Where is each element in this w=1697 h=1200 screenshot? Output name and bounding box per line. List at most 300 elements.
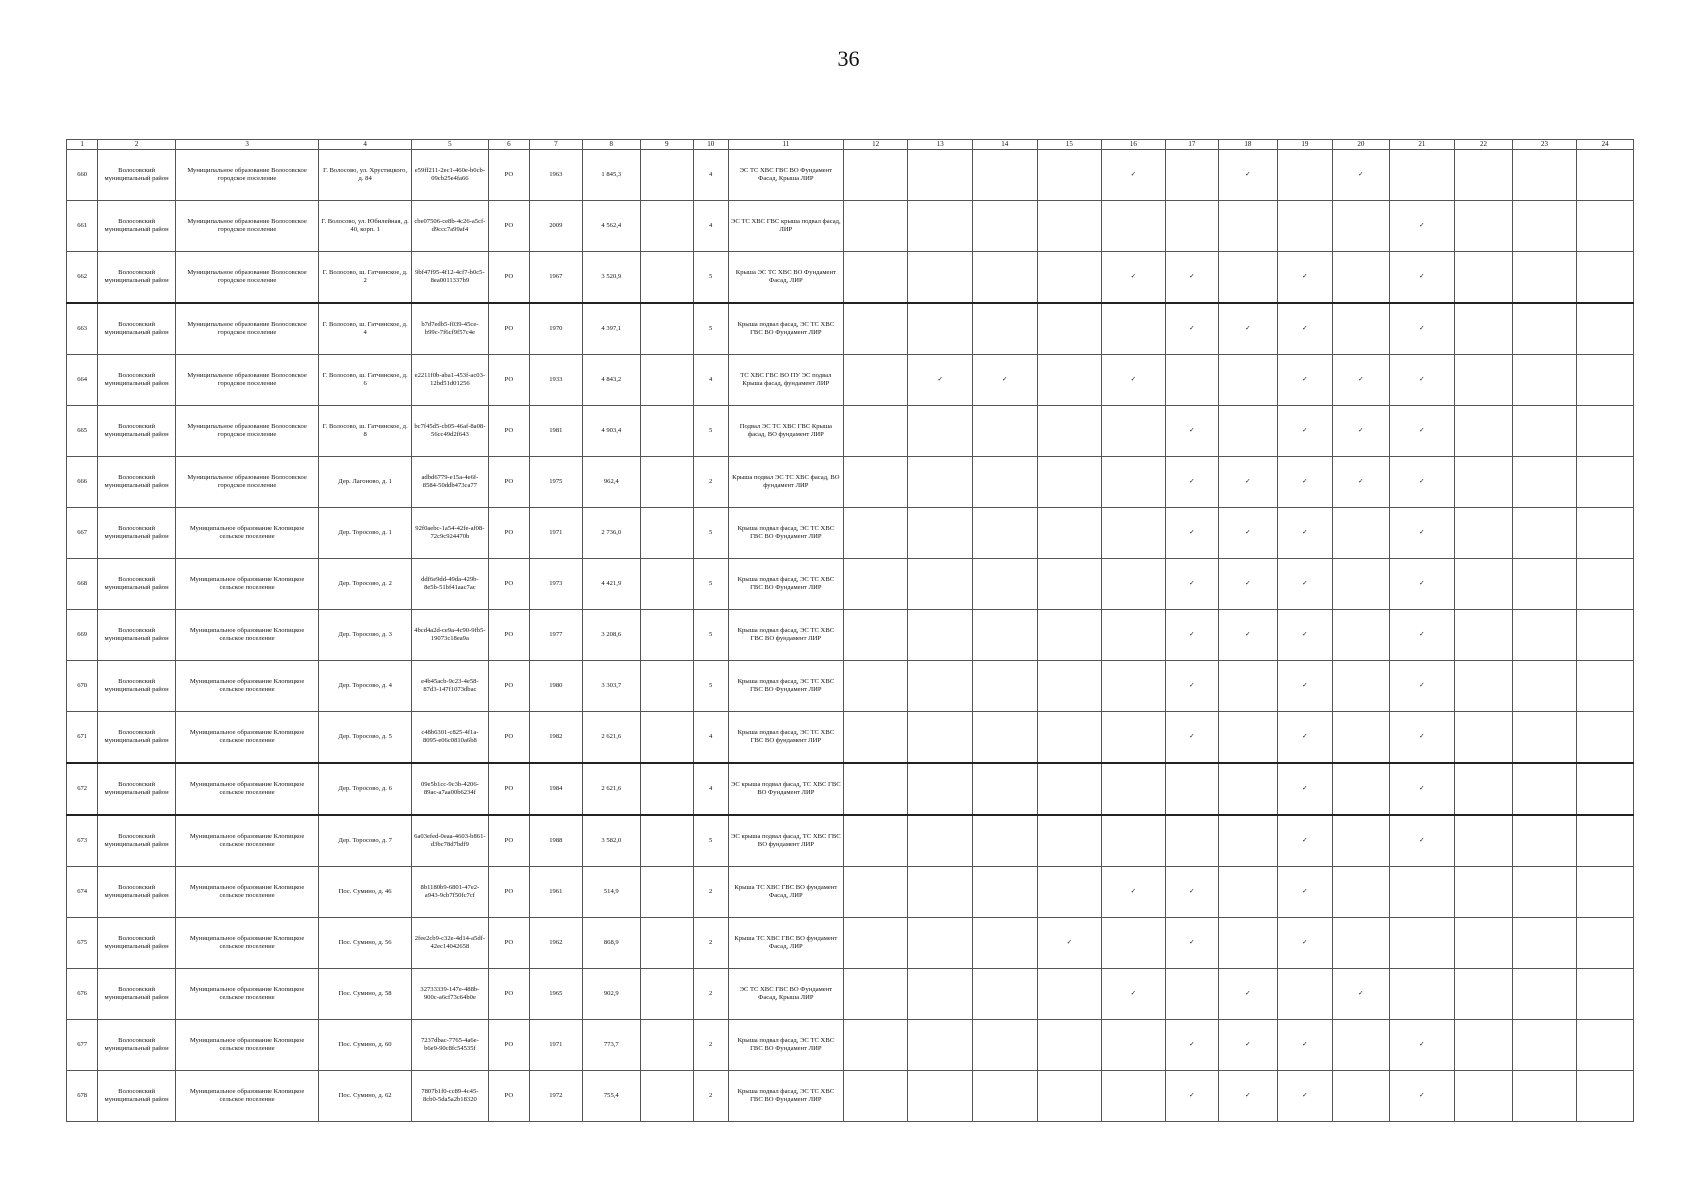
year-cell: 1973 <box>530 559 582 610</box>
district-cell: Волосовский муниципальный район <box>98 406 176 457</box>
empty-cell <box>1455 1020 1513 1071</box>
column-number-7: 7 <box>530 140 582 150</box>
check-mark-icon: ✓ <box>1165 1071 1218 1122</box>
floors-cell: 2 <box>693 969 728 1020</box>
column-number-14: 14 <box>972 140 1037 150</box>
empty-cell <box>1577 867 1634 918</box>
year-cell: 1988 <box>530 815 582 867</box>
district-cell: Волосовский муниципальный район <box>98 457 176 508</box>
check-mark-icon: ✓ <box>1165 508 1218 559</box>
year-cell: 1963 <box>530 150 582 201</box>
empty-cell <box>1333 252 1390 304</box>
works-cell: Подвал ЭС ТС ХВС ГВС Крыша фасад, ВО фундамент ЛИР <box>728 406 843 457</box>
empty-cell <box>972 406 1037 457</box>
address-cell: Пос. Сумино, д. 56 <box>319 918 412 969</box>
empty-cell <box>1577 712 1634 764</box>
col9-cell <box>641 201 693 252</box>
table-row <box>67 559 1634 610</box>
table-row <box>67 252 1634 304</box>
empty-cell <box>1455 867 1513 918</box>
empty-cell <box>908 763 973 815</box>
column-number-16: 16 <box>1102 140 1166 150</box>
area-cell: 514,9 <box>582 867 641 918</box>
area-cell: 3 303,7 <box>582 661 641 712</box>
empty-cell <box>1102 712 1166 764</box>
empty-cell <box>1333 303 1390 355</box>
check-mark-icon: ✓ <box>1389 661 1455 712</box>
empty-cell <box>1102 815 1166 867</box>
check-mark-icon: ✓ <box>1165 610 1218 661</box>
empty-cell <box>1577 201 1634 252</box>
area-cell: 2 736,0 <box>582 508 641 559</box>
address-cell: Г. Волосово, ул. Хрустицкого, д. 84 <box>319 150 412 201</box>
check-mark-icon: ✓ <box>1389 201 1455 252</box>
check-mark-icon: ✓ <box>1389 252 1455 304</box>
empty-cell <box>908 457 973 508</box>
table-row <box>67 712 1634 764</box>
empty-cell <box>1037 559 1102 610</box>
area-cell: 3 208,6 <box>582 610 641 661</box>
works-cell: Крыша подвал фасад, ЭС ТС ХВС ГВС ВО Фундамент ЛИР <box>728 661 843 712</box>
empty-cell <box>843 457 908 508</box>
empty-cell <box>1577 1071 1634 1122</box>
empty-cell <box>972 712 1037 764</box>
empty-cell <box>1512 763 1577 815</box>
empty-cell <box>1037 355 1102 406</box>
municipality-cell: Муниципальное образование Клопицкое сельское поселение <box>175 712 318 764</box>
check-mark-icon: ✓ <box>1389 559 1455 610</box>
check-mark-icon: ✓ <box>1277 457 1332 508</box>
row-number: 670 <box>67 661 98 712</box>
empty-cell <box>972 661 1037 712</box>
empty-cell <box>1577 252 1634 304</box>
works-cell: Крыша подвал фасад, ЭС ТС ХВС ГВС ВО фундамент ЛИР <box>728 712 843 764</box>
district-cell: Волосовский муниципальный район <box>98 150 176 201</box>
table-row <box>67 815 1634 867</box>
floors-cell: 5 <box>693 815 728 867</box>
works-cell: ЭС крыша подвал фасад, ТС ХВС ГВС ВО фундамент ЛИР <box>728 815 843 867</box>
address-cell: Г. Волосово, ш. Гатчинское, д. 2 <box>319 252 412 304</box>
works-cell: ЭС крыша подвал фасад, ТС ХВС ГВС ВО Фундамент ЛИР <box>728 763 843 815</box>
empty-cell <box>1102 508 1166 559</box>
empty-cell <box>1102 918 1166 969</box>
address-cell: Пос. Сумино, д. 60 <box>319 1020 412 1071</box>
empty-cell <box>1333 867 1390 918</box>
empty-cell <box>843 815 908 867</box>
empty-cell <box>843 867 908 918</box>
col9-cell <box>641 661 693 712</box>
guid-cell: 7807b1f0-cc89-4c45-8cb0-5da5a2b18320 <box>412 1071 489 1122</box>
empty-cell <box>1165 150 1218 201</box>
empty-cell <box>1037 661 1102 712</box>
column-number-15: 15 <box>1037 140 1102 150</box>
empty-cell <box>1102 457 1166 508</box>
district-cell: Волосовский муниципальный район <box>98 252 176 304</box>
empty-cell <box>1455 763 1513 815</box>
district-cell: Волосовский муниципальный район <box>98 355 176 406</box>
empty-cell <box>1219 406 1278 457</box>
empty-cell <box>1037 201 1102 252</box>
check-mark-icon: ✓ <box>1219 150 1278 201</box>
floors-cell: 4 <box>693 355 728 406</box>
table-row <box>67 661 1634 712</box>
column-number-9: 9 <box>641 140 693 150</box>
empty-cell <box>1277 969 1332 1020</box>
fund-form-cell: РО <box>488 303 529 355</box>
table-row <box>67 969 1634 1020</box>
row-number: 662 <box>67 252 98 304</box>
empty-cell <box>1037 969 1102 1020</box>
column-number-6: 6 <box>488 140 529 150</box>
empty-cell <box>972 763 1037 815</box>
works-cell: Крыша подвал фасад, ЭС ТС ХВС ГВС ВО Фундамент ЛИР <box>728 1071 843 1122</box>
check-mark-icon: ✓ <box>1389 355 1455 406</box>
column-number-2: 2 <box>98 140 176 150</box>
year-cell: 1970 <box>530 303 582 355</box>
check-mark-icon: ✓ <box>1389 303 1455 355</box>
municipality-cell: Муниципальное образование Клопицкое сельское поселение <box>175 763 318 815</box>
empty-cell <box>1219 355 1278 406</box>
empty-cell <box>908 559 973 610</box>
guid-cell: bc7f45d5-cb05-46af-8a08-56cc49d2f643 <box>412 406 489 457</box>
empty-cell <box>1102 559 1166 610</box>
table-row <box>67 867 1634 918</box>
table-row <box>67 918 1634 969</box>
empty-cell <box>972 1071 1037 1122</box>
empty-cell <box>843 1071 908 1122</box>
empty-cell <box>1455 457 1513 508</box>
works-cell: Крыша ЭС ТС ХВС ВО Фундамент Фасад, ЛИР <box>728 252 843 304</box>
works-cell: ЭС ТС ХВС ГВС крыша подвал фасад, ЛИР <box>728 201 843 252</box>
area-cell: 962,4 <box>582 457 641 508</box>
empty-cell <box>1455 201 1513 252</box>
empty-cell <box>1037 406 1102 457</box>
municipality-cell: Муниципальное образование Клопицкое сельское поселение <box>175 1071 318 1122</box>
empty-cell <box>1037 252 1102 304</box>
check-mark-icon: ✓ <box>1277 712 1332 764</box>
fund-form-cell: РО <box>488 201 529 252</box>
check-mark-icon: ✓ <box>1333 969 1390 1020</box>
empty-cell <box>1512 1071 1577 1122</box>
column-number-21: 21 <box>1389 140 1455 150</box>
col9-cell <box>641 969 693 1020</box>
empty-cell <box>1037 508 1102 559</box>
empty-cell <box>972 150 1037 201</box>
check-mark-icon: ✓ <box>1277 508 1332 559</box>
table-row <box>67 1071 1634 1122</box>
empty-cell <box>843 969 908 1020</box>
table-row <box>67 763 1634 815</box>
empty-cell <box>1455 918 1513 969</box>
empty-cell <box>1333 610 1390 661</box>
check-mark-icon: ✓ <box>1277 406 1332 457</box>
address-cell: Г. Волосово, ш. Гатчинское, д. 6 <box>319 355 412 406</box>
column-number-8: 8 <box>582 140 641 150</box>
row-number: 674 <box>67 867 98 918</box>
empty-cell <box>1219 867 1278 918</box>
table-row <box>67 508 1634 559</box>
col9-cell <box>641 508 693 559</box>
works-cell: ЭС ТС ХВС ГВС ВО Фундамент Фасад, Крыша ЛИР <box>728 150 843 201</box>
row-number: 672 <box>67 763 98 815</box>
empty-cell <box>1512 252 1577 304</box>
check-mark-icon: ✓ <box>1165 559 1218 610</box>
municipality-cell: Муниципальное образование Клопицкое сельское поселение <box>175 918 318 969</box>
empty-cell <box>1577 457 1634 508</box>
check-mark-icon: ✓ <box>1277 815 1332 867</box>
address-cell: Дер. Торосово, д. 4 <box>319 661 412 712</box>
empty-cell <box>1512 303 1577 355</box>
row-number: 671 <box>67 712 98 764</box>
check-mark-icon: ✓ <box>1389 610 1455 661</box>
empty-cell <box>1037 610 1102 661</box>
empty-cell <box>1512 508 1577 559</box>
floors-cell: 5 <box>693 406 728 457</box>
empty-cell <box>1577 150 1634 201</box>
col9-cell <box>641 457 693 508</box>
empty-cell <box>1333 712 1390 764</box>
col9-cell <box>641 867 693 918</box>
empty-cell <box>1037 150 1102 201</box>
check-mark-icon: ✓ <box>1389 1020 1455 1071</box>
empty-cell <box>1037 867 1102 918</box>
column-number-10: 10 <box>693 140 728 150</box>
address-cell: Г. Волосово, ш. Гатчинское, д. 4 <box>319 303 412 355</box>
column-number-18: 18 <box>1219 140 1278 150</box>
fund-form-cell: РО <box>488 763 529 815</box>
empty-cell <box>908 150 973 201</box>
empty-cell <box>908 867 973 918</box>
guid-cell: c48b6301-c825-4f1a-8095-e06c0810a6b8 <box>412 712 489 764</box>
row-number: 669 <box>67 610 98 661</box>
guid-cell: 7237dbac-7765-4a6e-b6e9-90c8fc54535f <box>412 1020 489 1071</box>
district-cell: Волосовский муниципальный район <box>98 969 176 1020</box>
empty-cell <box>1577 406 1634 457</box>
empty-cell <box>1455 303 1513 355</box>
municipality-cell: Муниципальное образование Волосовское городское поселение <box>175 252 318 304</box>
empty-cell <box>843 763 908 815</box>
table-row <box>67 1020 1634 1071</box>
empty-cell <box>1577 969 1634 1020</box>
works-cell: Крыша подвал фасад, ЭС ТС ХВС ГВС ВО Фундамент ЛИР <box>728 1020 843 1071</box>
fund-form-cell: РО <box>488 610 529 661</box>
empty-cell <box>972 559 1037 610</box>
col9-cell <box>641 712 693 764</box>
floors-cell: 4 <box>693 150 728 201</box>
check-mark-icon: ✓ <box>1219 1020 1278 1071</box>
empty-cell <box>1455 150 1513 201</box>
table-row <box>67 150 1634 201</box>
fund-form-cell: РО <box>488 508 529 559</box>
guid-cell: e4b45acb-9c23-4e58-87d3-147f1073dbac <box>412 661 489 712</box>
row-number: 664 <box>67 355 98 406</box>
table-row <box>67 610 1634 661</box>
empty-cell <box>1219 815 1278 867</box>
empty-cell <box>1037 763 1102 815</box>
empty-cell <box>1165 201 1218 252</box>
empty-cell <box>1165 763 1218 815</box>
check-mark-icon: ✓ <box>1277 763 1332 815</box>
district-cell: Волосовский муниципальный район <box>98 1071 176 1122</box>
fund-form-cell: РО <box>488 252 529 304</box>
fund-form-cell: РО <box>488 712 529 764</box>
empty-cell <box>843 201 908 252</box>
municipality-cell: Муниципальное образование Волосовское городское поселение <box>175 303 318 355</box>
year-cell: 1967 <box>530 252 582 304</box>
empty-cell <box>908 252 973 304</box>
empty-cell <box>908 610 973 661</box>
year-cell: 1971 <box>530 508 582 559</box>
empty-cell <box>1165 969 1218 1020</box>
fund-form-cell: РО <box>488 1071 529 1122</box>
address-cell: Пос. Сумино, д. 62 <box>319 1071 412 1122</box>
empty-cell <box>1333 559 1390 610</box>
empty-cell <box>1512 1020 1577 1071</box>
fund-form-cell: РО <box>488 661 529 712</box>
empty-cell <box>908 201 973 252</box>
row-number: 675 <box>67 918 98 969</box>
address-cell: Дер. Торосово, д. 1 <box>319 508 412 559</box>
address-cell: Дер. Торосово, д. 7 <box>319 815 412 867</box>
empty-cell <box>1577 303 1634 355</box>
empty-cell <box>1165 815 1218 867</box>
district-cell: Волосовский муниципальный район <box>98 918 176 969</box>
works-cell: Крыша ТС ХВС ГВС ВО фундамент Фасад, ЛИР <box>728 918 843 969</box>
empty-cell <box>1102 406 1166 457</box>
check-mark-icon: ✓ <box>1389 508 1455 559</box>
col9-cell <box>641 918 693 969</box>
fund-form-cell: РО <box>488 355 529 406</box>
area-cell: 3 520,9 <box>582 252 641 304</box>
empty-cell <box>908 406 973 457</box>
check-mark-icon: ✓ <box>1165 661 1218 712</box>
empty-cell <box>1577 1020 1634 1071</box>
empty-cell <box>1577 355 1634 406</box>
check-mark-icon: ✓ <box>1102 252 1166 304</box>
municipality-cell: Муниципальное образование Волосовское городское поселение <box>175 355 318 406</box>
guid-cell: 4bcd4a2d-ce9a-4c90-9fb5-19073c18ea9a <box>412 610 489 661</box>
column-number-19: 19 <box>1277 140 1332 150</box>
column-number-row <box>67 140 1634 150</box>
empty-cell <box>1577 508 1634 559</box>
empty-cell <box>1577 763 1634 815</box>
col9-cell <box>641 252 693 304</box>
area-cell: 3 582,0 <box>582 815 641 867</box>
floors-cell: 2 <box>693 918 728 969</box>
municipality-cell: Муниципальное образование Волосовское городское поселение <box>175 150 318 201</box>
fund-form-cell: РО <box>488 1020 529 1071</box>
district-cell: Волосовский муниципальный район <box>98 559 176 610</box>
empty-cell <box>1577 559 1634 610</box>
check-mark-icon: ✓ <box>1277 867 1332 918</box>
municipality-cell: Муниципальное образование Волосовское городское поселение <box>175 201 318 252</box>
table-row <box>67 201 1634 252</box>
check-mark-icon: ✓ <box>1333 457 1390 508</box>
empty-cell <box>1512 815 1577 867</box>
empty-cell <box>1512 712 1577 764</box>
empty-cell <box>972 508 1037 559</box>
empty-cell <box>1102 1071 1166 1122</box>
district-cell: Волосовский муниципальный район <box>98 610 176 661</box>
fund-form-cell: РО <box>488 969 529 1020</box>
empty-cell <box>1455 661 1513 712</box>
row-number: 668 <box>67 559 98 610</box>
empty-cell <box>1455 355 1513 406</box>
empty-cell <box>1333 1020 1390 1071</box>
floors-cell: 4 <box>693 763 728 815</box>
check-mark-icon: ✓ <box>1102 867 1166 918</box>
col9-cell <box>641 303 693 355</box>
municipality-cell: Муниципальное образование Клопицкое сельское поселение <box>175 559 318 610</box>
check-mark-icon: ✓ <box>908 355 973 406</box>
empty-cell <box>1455 1071 1513 1122</box>
table-body <box>67 150 1634 1122</box>
works-cell: Крыша подвал фасад, ЭС ТС ХВС ГВС ВО Фундамент ЛИР <box>728 303 843 355</box>
empty-cell <box>1165 355 1218 406</box>
municipality-cell: Муниципальное образование Волосовское городское поселение <box>175 457 318 508</box>
row-number: 665 <box>67 406 98 457</box>
check-mark-icon: ✓ <box>1389 712 1455 764</box>
district-cell: Волосовский муниципальный район <box>98 508 176 559</box>
floors-cell: 5 <box>693 661 728 712</box>
floors-cell: 5 <box>693 252 728 304</box>
empty-cell <box>1333 918 1390 969</box>
empty-cell <box>908 661 973 712</box>
address-cell: Дер. Торосово, д. 6 <box>319 763 412 815</box>
empty-cell <box>1512 150 1577 201</box>
table-row <box>67 303 1634 355</box>
column-number-20: 20 <box>1333 140 1390 150</box>
year-cell: 1971 <box>530 1020 582 1071</box>
district-cell: Волосовский муниципальный район <box>98 1020 176 1071</box>
empty-cell <box>1389 150 1455 201</box>
col9-cell <box>641 355 693 406</box>
year-cell: 1984 <box>530 763 582 815</box>
area-cell: 755,4 <box>582 1071 641 1122</box>
empty-cell <box>1512 969 1577 1020</box>
empty-cell <box>1455 712 1513 764</box>
area-cell: 4 903,4 <box>582 406 641 457</box>
column-number-24: 24 <box>1577 140 1634 150</box>
check-mark-icon: ✓ <box>1277 610 1332 661</box>
guid-cell: 32733339-147e-488b-900c-a6cf73c64b0e <box>412 969 489 1020</box>
col9-cell <box>641 1020 693 1071</box>
check-mark-icon: ✓ <box>1389 406 1455 457</box>
empty-cell <box>972 1020 1037 1071</box>
empty-cell <box>843 150 908 201</box>
fund-form-cell: РО <box>488 918 529 969</box>
empty-cell <box>1102 201 1166 252</box>
guid-cell: cbe07506-ce8b-4c26-a5cf-d9ccc7a99af4 <box>412 201 489 252</box>
guid-cell: e59ff211-2ec1-460e-b0cb-09cb25e4fa66 <box>412 150 489 201</box>
empty-cell <box>1102 661 1166 712</box>
address-cell: Дер. Лагоново, д. 1 <box>319 457 412 508</box>
area-cell: 2 621,6 <box>582 712 641 764</box>
check-mark-icon: ✓ <box>1277 661 1332 712</box>
empty-cell <box>1102 1020 1166 1071</box>
empty-cell <box>1389 867 1455 918</box>
check-mark-icon: ✓ <box>1277 303 1332 355</box>
check-mark-icon: ✓ <box>1277 559 1332 610</box>
empty-cell <box>972 252 1037 304</box>
guid-cell: 9bf47f95-4f12-4cf7-b0c5-8ea0011337b9 <box>412 252 489 304</box>
empty-cell <box>972 610 1037 661</box>
col9-cell <box>641 815 693 867</box>
year-cell: 1972 <box>530 1071 582 1122</box>
year-cell: 1961 <box>530 867 582 918</box>
col9-cell <box>641 406 693 457</box>
area-cell: 868,9 <box>582 918 641 969</box>
